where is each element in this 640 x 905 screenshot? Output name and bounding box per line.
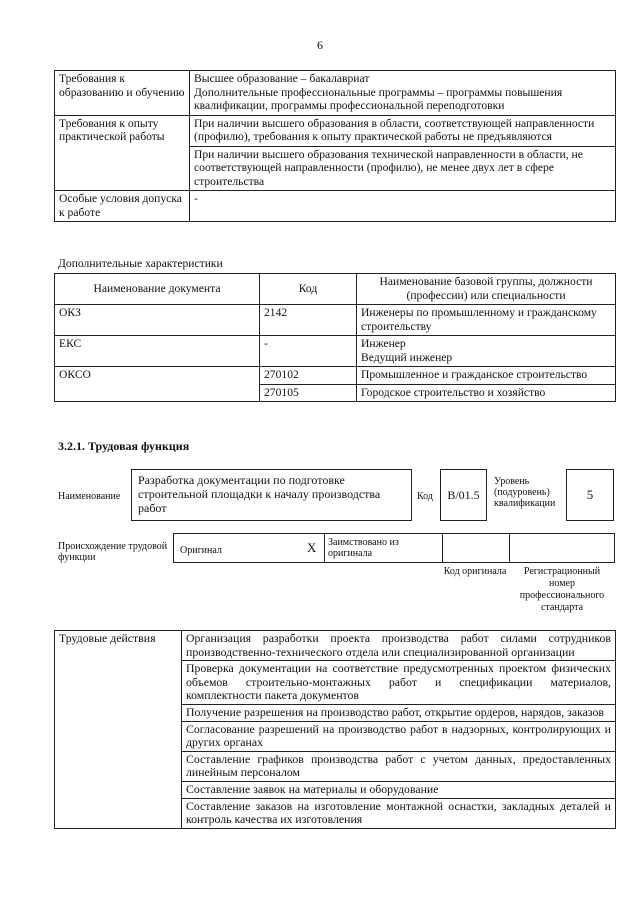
function-level-box: 5 [566,469,614,521]
header-name: Наименование базовой группы, должности (профессии) или специальности [357,274,616,305]
reg-number-label: Регистрационный номер профессионального стандарта [519,566,605,613]
row-label: Требования к образованию и обучению [55,71,190,116]
action-item: Проверка документации на соответствие предусмотренных проектом физических объемов строительно-монтажных работ и спецификации материалов, комплектности пакета документов [182,661,616,705]
table-header-row [55,274,616,305]
actions-label: Трудовые действия [55,631,182,829]
table-row [55,336,616,367]
cell-name: Инженер Ведущий инженер [357,336,616,367]
action-item: Получение разрешения на производство работ, открытие ордеров, нарядов, заказов [182,704,616,721]
row-label: Требования к опыту практической работы [55,115,190,191]
function-code-box: B/01.5 [440,469,487,521]
action-item: Организация разработки проекта производства работ силами сотрудников производственно-технического отдела или специализированной организации [182,631,616,661]
code-original-cell [443,534,510,562]
section-caption: Дополнительные характеристики [58,257,223,270]
original-cell [174,534,325,562]
table-row [55,305,616,336]
cell-code: 270102 [260,367,357,385]
cell-code: 2142 [260,305,357,336]
action-item: Согласование разрешений на производство работ в надзорных, контролирующих и других органах [182,721,616,751]
cell-code: - [260,336,357,367]
original-mark: X [307,540,317,555]
cell-name: Инженеры по промышленному и гражданскому строительству [357,305,616,336]
table-row [55,631,616,661]
table-row [55,191,616,222]
action-item: Составление заявок на материалы и оборудование [182,781,616,798]
table-row [55,71,616,116]
requirements-table [54,70,616,222]
borrowed-cell [325,534,443,562]
original-label: Оригинал [180,545,222,556]
header-document: Наименование документа [55,274,260,305]
cell-name: Промышленное и гражданское строительство [357,367,616,385]
level-label: Уровень (подуровень) квалификации [494,476,556,509]
origin-row [173,533,615,563]
row-label: Особые условия допуска к работе [55,191,190,222]
table-row [55,367,616,385]
code-label: Код [417,491,433,502]
action-item: Составление заказов на изготовление монтажной оснастки, закладных деталей и контроль качества их изготовления [182,798,616,828]
section-heading: 3.2.1. Трудовая функция [58,439,190,453]
labor-actions-table [54,630,616,829]
header-code: Код [260,274,357,305]
action-item: Составление графиков производства работ с учетом данных, предоставленных линейным персоналом [182,751,616,781]
name-label: Наименование [58,491,121,502]
table-row [55,115,616,146]
code-original-label: Код оригинала [443,566,507,577]
cell-document: ЕКС [55,336,260,367]
row-value: - [190,191,616,222]
cell-document: ОКЗ [55,305,260,336]
cell-code: 270105 [260,384,357,402]
row-value: При наличии высшего образования технической направленности в области, не соответствующей направленности (профилю), не менее двух лет в сфере строительства [190,146,616,191]
cell-document: ОКСО [55,367,260,402]
function-name-box: Разработка документации по подготовке строительной площадки к началу производства работ [131,469,412,521]
additional-characteristics-table [54,273,616,402]
borrowed-label: Заимствовано из оригинала [328,537,399,559]
row-value: Высшее образование – бакалавриат Дополнительные профессиональные программы – программы повышения квалификации, программы профессиональной переподготовки [190,71,616,116]
row-value: При наличии высшего образования в области, соответствующей направленности (профилю), требования к опыту практической работы не предъявляются [190,115,616,146]
origin-label: Происхождение трудовой функции [58,541,168,563]
reg-number-cell [510,534,614,562]
page-number: 6 [317,38,323,52]
cell-name: Городское строительство и хозяйство [357,384,616,402]
